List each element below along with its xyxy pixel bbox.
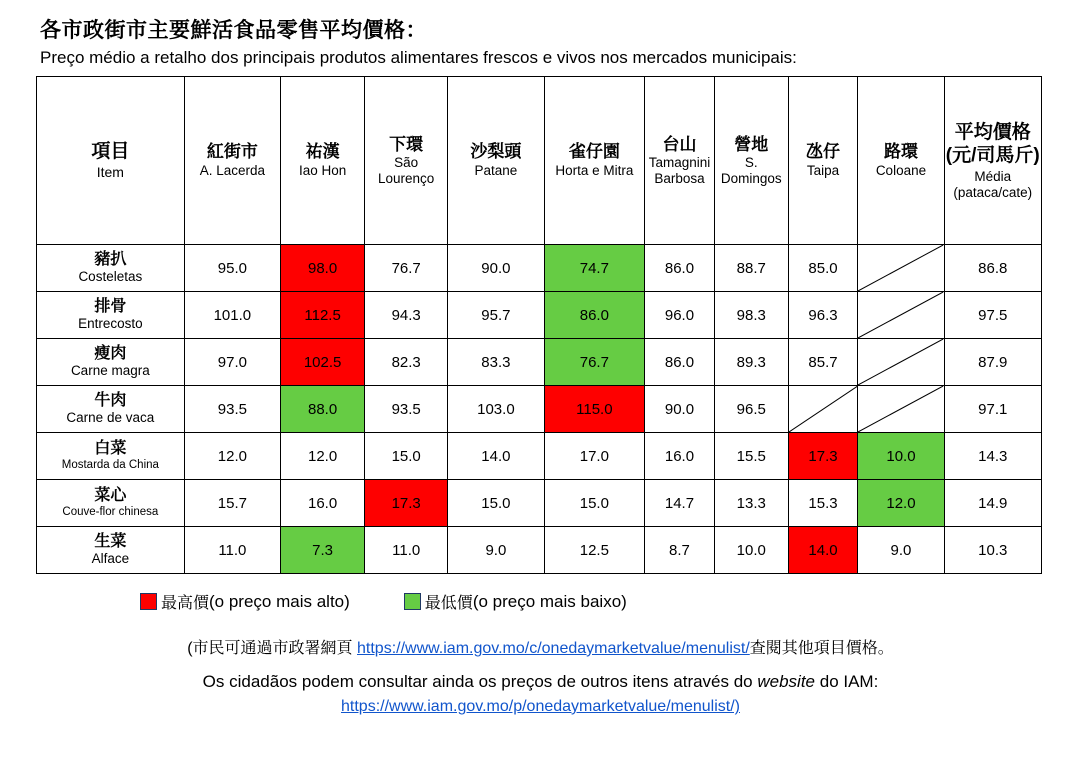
price-cell: 74.7: [544, 245, 645, 292]
table-row: [37, 339, 1042, 386]
price-table: [36, 76, 1042, 574]
legend-low-label-pt: (o preço mais baixo): [472, 591, 627, 611]
note-zh-before: (市民可通過市政署網頁: [187, 640, 357, 657]
page-title-pt: Preço médio a retalho dos principais produtos alimentares frescos e vivos nos mercados municipais:: [40, 48, 797, 67]
price-cell: 11.0: [184, 527, 280, 574]
col-header-s-domingos: 營地 S. Domingos: [714, 77, 788, 245]
col-header-sao-lourenco: 下環 São Lourenço: [365, 77, 448, 245]
row-header-zh: 排骨: [94, 298, 127, 316]
price-cell: 86.0: [645, 339, 715, 386]
note-zh-link[interactable]: https://www.iam.gov.mo/c/onedaymarketvalue/menulist/: [357, 640, 750, 657]
price-cell: 86.0: [645, 245, 715, 292]
table-row: [37, 433, 1042, 480]
col-header-iao-hon: 祐漢 Iao Hon: [281, 77, 365, 245]
cell-not-available: [858, 386, 944, 433]
row-header: [37, 527, 185, 574]
note-portuguese-link-line: [36, 698, 1045, 716]
price-cell: 89.3: [714, 339, 788, 386]
price-cell: 9.0: [858, 527, 944, 574]
average-cell: 97.1: [944, 386, 1041, 433]
price-cell: 96.5: [714, 386, 788, 433]
price-cell: 93.5: [184, 386, 280, 433]
price-cell: 13.3: [714, 480, 788, 527]
price-cell: 7.3: [281, 527, 365, 574]
col-header-tamagnini-barbosa: 台山 Tamagnini Barbosa: [645, 77, 715, 245]
cell-not-available: [788, 386, 858, 433]
price-cell: 95.7: [448, 292, 544, 339]
note-chinese: [36, 635, 1045, 658]
price-cell: 12.0: [281, 433, 365, 480]
col-header-horta-e-mitra: 雀仔園 Horta e Mitra: [544, 77, 645, 245]
average-cell: 97.5: [944, 292, 1041, 339]
legend-high-swatch-icon: [140, 593, 157, 610]
row-header-zh: 生菜: [94, 533, 127, 551]
note-pt-before: Os cidadãos podem consultar ainda os preços de outros itens através do: [202, 672, 758, 691]
col-header-a-lacerda: 紅街市 A. Lacerda: [184, 77, 280, 245]
average-cell: 87.9: [944, 339, 1041, 386]
price-cell: 15.0: [448, 480, 544, 527]
table-body: [37, 245, 1042, 574]
cell-not-available: [858, 292, 944, 339]
price-cell: 16.0: [645, 433, 715, 480]
legend-high-label-zh: 最高價: [161, 595, 210, 612]
col-header-coloane: 路環 Coloane: [858, 77, 944, 245]
price-cell: 94.3: [365, 292, 448, 339]
row-header-pt: Carne de vaca: [66, 410, 155, 426]
legend-low: [404, 590, 627, 613]
col-header-media: 平均價格(元/司馬斤) Média (pataca/cate): [944, 77, 1041, 245]
price-cell: 97.0: [184, 339, 280, 386]
price-cell: 98.0: [281, 245, 365, 292]
row-header-pt: Carne magra: [70, 363, 150, 379]
price-cell: 103.0: [448, 386, 544, 433]
average-cell: 10.3: [944, 527, 1041, 574]
price-cell: 98.3: [714, 292, 788, 339]
price-cell: 83.3: [448, 339, 544, 386]
note-zh-after: 查閱其他項目價格。: [749, 640, 894, 657]
price-cell: 93.5: [365, 386, 448, 433]
price-cell: 12.0: [184, 433, 280, 480]
price-cell: 12.5: [544, 527, 645, 574]
price-cell: 85.0: [788, 245, 858, 292]
table-row: [37, 386, 1042, 433]
average-cell: 14.9: [944, 480, 1041, 527]
price-cell: 15.7: [184, 480, 280, 527]
page-title-zh: 各市政街市主要鮮活食品零售平均價格：: [40, 19, 427, 42]
price-cell: 90.0: [645, 386, 715, 433]
price-cell: 10.0: [714, 527, 788, 574]
row-header: [37, 292, 185, 339]
col-header-item: 項目 Item: [37, 77, 185, 245]
legend-low-swatch-icon: [404, 593, 421, 610]
table-header-row: [37, 77, 1042, 245]
price-cell: 16.0: [281, 480, 365, 527]
row-header: [37, 245, 185, 292]
price-cell: 8.7: [645, 527, 715, 574]
price-cell: 85.7: [788, 339, 858, 386]
cell-not-available: [858, 245, 944, 292]
price-cell: 15.5: [714, 433, 788, 480]
price-cell: 102.5: [281, 339, 365, 386]
table-row: [37, 480, 1042, 527]
price-cell: 15.0: [365, 433, 448, 480]
legend-high-label-pt: (o preço mais alto): [209, 591, 350, 611]
row-header-pt: Entrecosto: [78, 316, 143, 332]
legend: [36, 590, 1045, 613]
row-header-zh: 牛肉: [94, 392, 127, 410]
price-cell: 90.0: [448, 245, 544, 292]
note-pt-after: do IAM:: [815, 672, 879, 691]
price-cell: 82.3: [365, 339, 448, 386]
price-cell: 88.0: [281, 386, 365, 433]
price-cell: 115.0: [544, 386, 645, 433]
price-cell: 96.3: [788, 292, 858, 339]
price-cell: 76.7: [365, 245, 448, 292]
row-header-pt: Couve-flor chinesa: [62, 505, 159, 518]
price-cell: 95.0: [184, 245, 280, 292]
cell-not-available: [858, 339, 944, 386]
row-header-zh: 瘦肉: [94, 345, 127, 363]
price-cell: 88.7: [714, 245, 788, 292]
row-header-zh: 白菜: [94, 440, 127, 458]
price-cell: 14.0: [788, 527, 858, 574]
price-cell: 17.0: [544, 433, 645, 480]
price-cell: 14.7: [645, 480, 715, 527]
col-header-taipa: 氹仔 Taipa: [788, 77, 858, 245]
table-row: [37, 527, 1042, 574]
price-cell: 112.5: [281, 292, 365, 339]
row-header: [37, 339, 185, 386]
price-cell: 86.0: [544, 292, 645, 339]
price-cell: 12.0: [858, 480, 944, 527]
table-row: [37, 245, 1042, 292]
average-cell: 86.8: [944, 245, 1041, 292]
price-cell: 101.0: [184, 292, 280, 339]
row-header: [37, 480, 185, 527]
row-header-zh: 豬扒: [94, 251, 127, 269]
note-pt-link[interactable]: https://www.iam.gov.mo/p/onedaymarketvalue/menulist/): [341, 698, 740, 715]
note-pt-italic: website: [757, 672, 816, 691]
price-cell: 9.0: [448, 527, 544, 574]
price-cell: 17.3: [788, 433, 858, 480]
row-header: [37, 433, 185, 480]
price-cell: 15.0: [544, 480, 645, 527]
price-cell: 11.0: [365, 527, 448, 574]
note-portuguese: [36, 672, 1045, 692]
col-header-patane: 沙梨頭 Patane: [448, 77, 544, 245]
price-cell: 17.3: [365, 480, 448, 527]
price-cell: 96.0: [645, 292, 715, 339]
legend-high: [140, 590, 350, 613]
row-header: [37, 386, 185, 433]
row-header-pt: Costeletas: [78, 269, 143, 285]
price-cell: 14.0: [448, 433, 544, 480]
price-cell: 10.0: [858, 433, 944, 480]
legend-low-label-zh: 最低價: [424, 595, 473, 612]
row-header-pt: Mostarda da China: [61, 458, 159, 471]
row-header-zh: 菜心: [94, 487, 127, 505]
row-header-pt: Alface: [91, 551, 130, 567]
price-cell: 76.7: [544, 339, 645, 386]
average-cell: 14.3: [944, 433, 1041, 480]
price-cell: 15.3: [788, 480, 858, 527]
table-row: [37, 292, 1042, 339]
